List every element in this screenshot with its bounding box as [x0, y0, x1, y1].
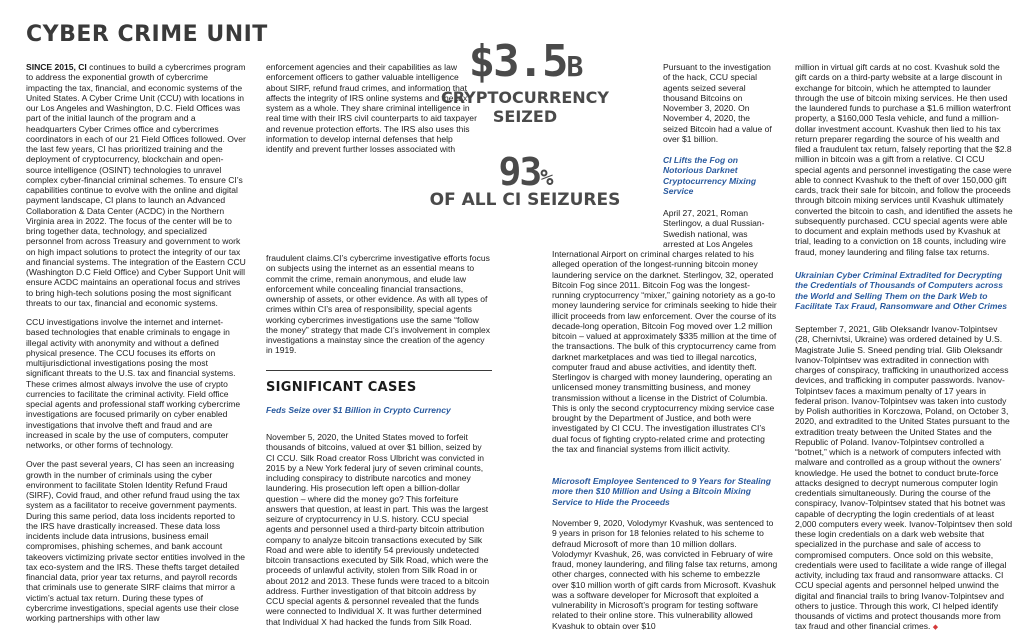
page-title: CYBER CRIME UNIT: [26, 22, 268, 47]
case-3-paragraph-cont: million in virtual gift cards at no cost. Kvashuk sold the gift cards on a third-party website at a large discount in exchange for bitcoin, which he attempted to launder through the use of bitcoin mixing services. He then used the laundered funds to purchase a $1.6 million waterfront property, a $160,000 Tesla vehicle, and fund a million-dollar investment account. Kvashuk then lied to his tax return preparer regarding the source of his wealth and filed a fraudulent tax return, falsely reporting that the $2.8 million in bitcoin was a gift from a relative. CI CCU special agents and personnel investigating the case were able to connect Kvashuk to the theft of over 150,000 gift cards, track their sale for bitcoin, and follow the proceeds through bitcoin mixing services until Kvashuk ultimately converted the bitcoin to cash, and identified the assets he subsequently purchased. CCU special agents were able to document and explain methods used by Kvashuk at trial, leading to a conviction on 18 counts, including wire fraud, money laundering and filing false tax returns.: [795, 62, 1013, 257]
end-mark-icon: ◆: [932, 624, 939, 632]
stat-amount: [450, 36, 600, 87]
stat-percent-label: OF ALL CI SEIZURES: [429, 190, 621, 210]
intro-paragraph-2: CCU investigations involve the internet and internet-based technologies that enable criminals to engage in illegal activity with anonymity and without a defined physical presence. The CCU focuses its efforts on multijurisdictional investigations posing the most significant threats to the U.S. tax and financial systems. These crimes almost always involve the use of crypto currencies to facilitate the criminal activity. Field office special agents and professional staff working cybercrime investigations are focused primarily on cyber enabled investigations that involve theft and fraud and are increased in scale by the use of computers, computer networks, or other forms of technology.: [26, 317, 241, 450]
section-heading: SIGNIFICANT CASES: [266, 380, 417, 395]
stat-percent-unit: %: [540, 166, 552, 191]
case-2-paragraph: International Airport on criminal charges related to his alleged operation of the longest-running bitcoin money laundering service on the darknet. Sterlingov, 32, operated Bitcoin Fog since 2011. Bitcoin Fog was the longest-running cryptocurrency “mixer,” gaining notoriety as a go-to money laundering service for criminals seeking to hide their illicit proceeds from law enforcement. Over the course of its decade-long operation, Bitcoin Fog moved over 1.2 million bitcoin – valued at approximately $335 million at the time of the transactions. The bulk of this cryptocurrency came from darknet marketplaces and was tied to illegal narcotics, computer fraud and abuse activities, and identity theft. Sterlingov is charged with money laundering, operating an unlicensed money transmitting business, and money transmission without a license in the District of Columbia. This is only the second cryptocurrency mixing service case brought by the Department of Justice, and both were investigated by CI CCU. The investigation illustrates CI’s dual focus of fighting crypto-related crime and protecting the tax and financial systems from illicit activity.: [552, 249, 777, 454]
case-4-title: Ukrainian Cyber Criminal Extradited for Decrypting the Credentials of Thousands of Computers across the World and Selling Them on the Dark Web to Facilitate Tax Fraud, Ransomware and Other Crimes: [795, 270, 1007, 311]
intro-p1-text: continues to build a cybercrimes program to address the exponential growth of cybercrime impacting the tax, financial, and economic systems of the United States. A Cyber Crime Unit (CCU) with locations in our Los Angeles and Washington, D.C. Field Offices was part of the initial launch of the program and a headquarters Cyber Crimes office and cybercrimes coordinators in each of our 21 Field Offices followed. Over the last few years, CI has prioritized training and the deployment of cryptocurrency, blockchain and open-source intelligence (OSINT) technologies to unravel complex cyber-financial criminal schemes. To ensure CI’s capabilities continue to evolve with the online and digital payment landscape, CI plans to launch an Advanced Collaboration & Data Center (ACDC) in the Northern Virginia area in 2022. The focus of the center will be to bring together data, technology, and specialized personnel from across Treasury and government to work on high impact solutions to protect the integrity of our tax and financial systems. The integration of the Eastern CCU (Washington D.C Field Office) and Cyber Support Unit will ensure ACDC maintains an operational focus and strives to bring high-tech solutions posing the most significant threats to our tax, financial and economic systems.: [26, 62, 246, 308]
stat-percent-value: 93: [498, 150, 541, 194]
case-4-body: [795, 324, 1013, 642]
stat-amount-value: $3.5: [468, 36, 567, 87]
case-2-body: [552, 249, 778, 463]
stat-percent: [460, 150, 590, 194]
case-3-paragraph: November 9, 2020, Volodymyr Kvashuk, was sentenced to 9 years in prison for 18 felonies related to his scheme to defraud Microsoft of more than 10 million dollars. Volodymyr Kvashuk, 26, was convicted in February of wire fraud, money laundering, and filing false tax returns, among other charges, connected with his scheme to embezzle over $10 million worth of gift cards from Microsoft. Kvashuk was a software developer for Microsoft that exploited a vulnerability in Microsoft’s program for testing software related to their online store. This vulnerability allowed Kvashuk to obtain over $10: [552, 518, 778, 631]
intro-paragraph-3: Over the past several years, CI has seen an increasing growth in the number of criminals using the cyber environment to facilitate Stolen Identity Refund Fraud (SIRF), Covid fraud, and other refund fraud using the tax system as a facilitator to receive government payments. During this same period, data loss incidents reported to the IRS have drastically increased. These data loss incidents include data intrusions, business email compromises, phishing schemes, and bank account takeovers victimizing private sector entities involved in the tax eco-system and the IRS. These thefts target detailed financial data, prior year tax returns, and payroll records that criminals use to generate SIRF claims that mirror a victim’s actual tax return. During these types of cybercrime investigations, special agents use their close working partnerships with other law: [26, 459, 245, 623]
case-2-paragraph-start: April 27, 2021, Roman Sterlingov, a dual Russian-Swedish national, was arrested at Los Angeles: [663, 208, 765, 249]
case-1-cont-column: [663, 62, 777, 153]
case-4-text: September 7, 2021, Glib Oleksandr Ivanov-Tolpintsev (28, Chernivtsi, Ukraine) was ordered detained by U.S. Magistrate Julie S. Sneed pending trial. Glib Oleksandr Ivanov-Tolpintsev was extradited in connection with charges of conspiracy, trafficking in unauthorized access devices, and trafficking in computer passwords. Ivanov-Tolpintsev faces a maximum penalty of 17 years in federal prison. Ivanov-Tolpintsev was taken into custody by Polish authorities in Korczowa, Poland, on October 3, 2020, and extradited to the United States pursuant to the extradition treaty between the United States and the Republic of Poland. Ivanov-Tolpintsev controlled a “botnet,” which is a network of computers infected with malware and controlled as a group without the owners’ knowledge. He used the botnet to conduct brute-force attacks designed to decrypt numerous computer login credentials simultaneously. During the course of the conspiracy, Ivanov-Tolpintsev stated that his botnet was capable of decrypting the login credentials of at least 2,000 computers every week. Ivanov-Tolpintsev then sold these login credentials on a dark web website that specialized in the purchase and sale of access to compromised computers. Once sold on this website, credentials were used to facilitate a wide range of illegal activity, including tax fraud and ransomware attacks. CI CCU special agents and personnel helped unwind the digital and financial trails to bring Ivanov-Tolpintsev and others to justice. Through this work, CI helped identify thousands of victims and protect thousands more from tax fraud and other financial crimes.: [795, 324, 1013, 632]
case-3-body: [552, 518, 778, 640]
intro-column: [26, 62, 246, 632]
case-3-title: Microsoft Employee Sentenced to 9 Years for Stealing more then $10 Million and Using a Bitcoin Mixing Service to Hide the Proceeds: [552, 476, 771, 507]
case-1-paragraph: November 5, 2020, the United States moved to forfeit thousands of bitcoins, valued at over $1 billion, seized by CI CCU. Silk Road creator Ross Ulbricht was convicted in 2015 by a New York federal jury of seven criminal counts, including conspiracy to distribute narcotics and money laundering. His prosecution left open a billion-dollar question – where did the money go? This forfeiture answers that question, at least in part. This was the largest seizure of cryptocurrency in U.S. history. CCU special agents and personnel used a third-party bitcoin attribution company to analyze bitcoin transactions executed by Silk Road and were able to identify 54 previously undetected bitcoin transactions executed by Silk Road, which were the proceeds of unlawful activity, stolen from Silk Road in or about 2012 and 2013. These funds were traced to a bitcoin address. Further investigation of that bitcoin address by CCU special agents & personnel revealed that the funds were connected to Individual X. It was further determined that Individual X had hacked the funds from Silk Road.: [266, 432, 490, 627]
case-2-title: CI Lifts the Fog on Notorious Darknet Cryptocurrency Mixing Service: [663, 155, 757, 196]
intro-paragraph-1: [26, 62, 246, 308]
case-3-cont-column: [795, 62, 1013, 266]
intro-lead: SINCE 2015, CI: [26, 62, 87, 72]
stat-amount-unit: B: [566, 50, 582, 83]
intro-column-2-wide: [266, 253, 492, 365]
case-1-title: Feds Seize over $1 Billion in Crypto Currency: [266, 405, 451, 415]
section-divider: [266, 370, 492, 371]
intro-paragraph-4: enforcement agencies and their capabilities as law enforcement officers to gather valuable intelligence about SIRF, refund fraud crimes, and information that affects the integrity of IRS online systems and the tax system as a whole. They share criminal intelligence in real time with their IRS civil counterparts to aid taxpayer and revenue protection efforts. The IRS also uses this information to develop internal defenses that help identify and prevent further losses associated with: [266, 62, 477, 154]
case-1-body: [266, 432, 492, 636]
intro-paragraph-4-cont: fraudulent claims.CI’s cybercrime investigative efforts focus on subjects using the internet as an essential means to commit the crime, remain anonymous, and elude law enforcement while concealing financial transactions, ownership of assets, or other evidence. As with all types of crimes within CI’s area of responsibility, special agents working cybercrimes investigations use the same “follow the money” strategy that made CI’s involvement in complex investigations a mainstay since the creation of the agency in 1919.: [266, 253, 491, 356]
case-1-paragraph-cont: Pursuant to the investigation of the hack, CCU special agents seized several thousand Bitcoins on November 3, 2020. On November 4, 2020, the seized Bitcoin had a value of over $1 billion.: [663, 62, 772, 144]
stat-amount-label: CRYPTOCURRENCY SEIZED: [440, 88, 610, 127]
case-4-paragraph: [795, 324, 1013, 633]
